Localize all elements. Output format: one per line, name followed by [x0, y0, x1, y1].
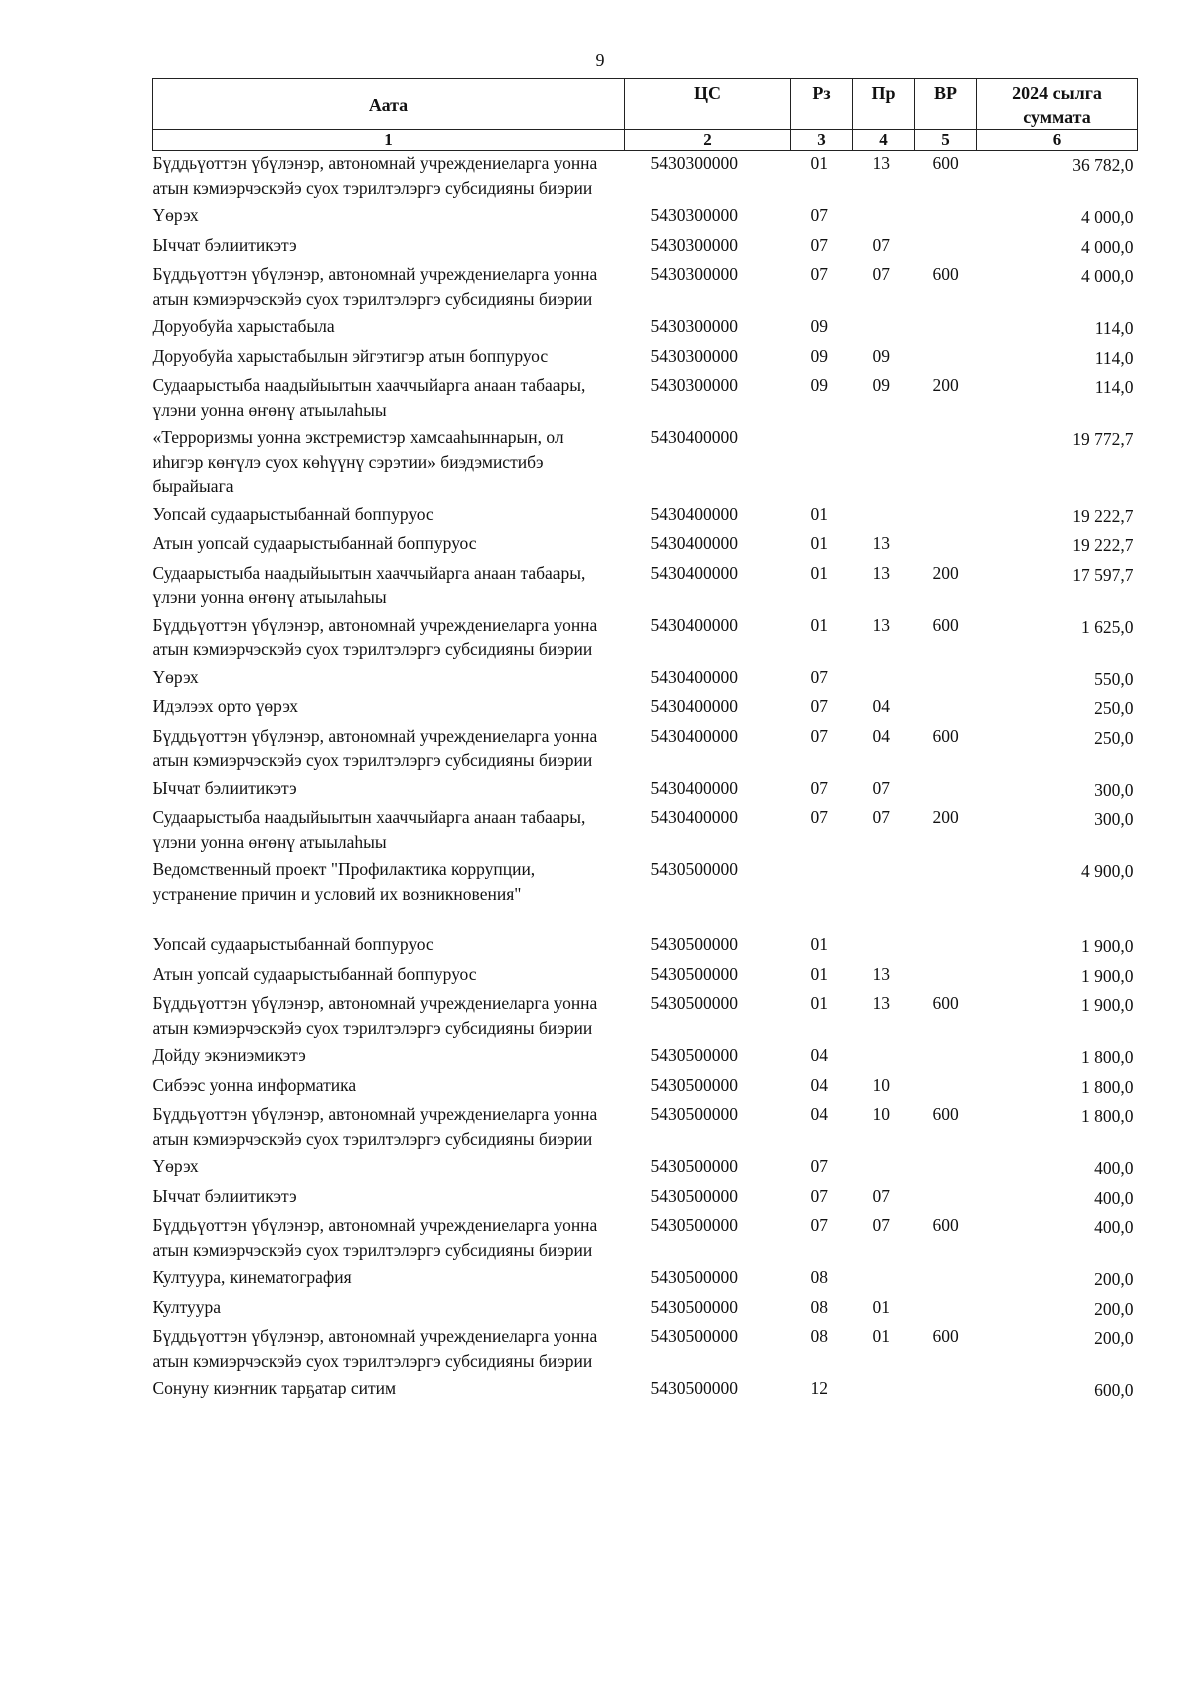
- row-name: Доруобуйа харыстабылын эйгэтигэр атын боппуруос: [152, 345, 549, 366]
- row-name: Үөрэх: [152, 205, 199, 225]
- row-name: Атын уопсай судаарыстыбаннай боппуруос: [152, 963, 477, 984]
- row-vr: [915, 1265, 977, 1295]
- row-cs-code: 5430300000: [650, 234, 738, 255]
- row-name: Атын уопсай судаарыстыбаннай боппуруос: [152, 533, 477, 553]
- table-row: [153, 151, 1138, 204]
- table-body: [153, 151, 1138, 1406]
- row-amount: 19 222,7: [1072, 505, 1134, 526]
- row-name: Ыччат бэлиитикэтэ: [152, 234, 297, 255]
- row-amount: 4 000,0: [1081, 236, 1134, 257]
- row-pr: 13: [872, 562, 890, 583]
- row-cs-code: 5430400000: [650, 666, 738, 687]
- row-pr: 07: [872, 264, 890, 284]
- row-cs-code: 5430500000: [650, 1045, 738, 1065]
- row-vr: [915, 344, 977, 374]
- row-cs-code: 5430400000: [650, 503, 738, 524]
- row-rz: 01: [810, 963, 828, 984]
- row-rz: 07: [810, 777, 828, 798]
- row-cs-code: 5430400000: [650, 562, 738, 583]
- row-amount: 114,0: [1094, 318, 1134, 338]
- row-rz: [791, 425, 853, 502]
- row-pr: 13: [872, 963, 890, 984]
- row-vr: [915, 932, 977, 962]
- row-rz: 04: [810, 1045, 828, 1065]
- row-cs-code: 5430400000: [650, 807, 738, 827]
- row-cs-code: 5430400000: [650, 777, 738, 798]
- row-pr: [853, 203, 915, 233]
- row-amount: 200,0: [1094, 1298, 1134, 1319]
- header-num-4: 4: [853, 130, 915, 151]
- row-rz: 01: [810, 562, 828, 583]
- table-row: [153, 776, 1138, 806]
- row-vr: [915, 1043, 977, 1073]
- row-name: Уопсай судаарыстыбаннай боппуруос: [152, 503, 434, 524]
- row-rz: 01: [810, 533, 828, 553]
- header-num-5: 5: [915, 130, 977, 151]
- row-rz: 07: [810, 205, 828, 225]
- row-pr: 10: [872, 1074, 890, 1095]
- row-amount: 400,0: [1094, 1187, 1134, 1208]
- header-numbers-row: [153, 130, 1138, 151]
- row-pr: [853, 314, 915, 344]
- table-row: [153, 502, 1138, 532]
- row-vr: [915, 1154, 977, 1184]
- row-cs-code: 5430400000: [650, 427, 738, 447]
- row-vr: 600: [932, 1104, 959, 1124]
- row-amount: 1 900,0: [1081, 995, 1134, 1015]
- row-amount: 400,0: [1094, 1217, 1134, 1237]
- header-num-1: 1: [153, 130, 625, 151]
- row-rz: 08: [810, 1296, 828, 1317]
- row-rz: 07: [810, 1215, 828, 1235]
- row-amount: 114,0: [1094, 347, 1134, 368]
- row-rz: 09: [810, 375, 828, 395]
- row-cs-code: 5430500000: [650, 1215, 738, 1235]
- row-amount: 1 900,0: [1081, 936, 1134, 956]
- row-amount: 600,0: [1094, 1380, 1134, 1400]
- row-pr: 04: [872, 696, 890, 716]
- row-name: Бүддьүоттэн үбүлэнэр, автономнай учреждениеларга уонна атын кэмиэрчэскэйэ суох тэрилтэлэргэ субсидияны биэрии: [152, 725, 598, 770]
- table-row: [153, 531, 1138, 561]
- row-vr: 200: [932, 562, 959, 583]
- row-name: Ыччат бэлиитикэтэ: [152, 1185, 297, 1206]
- row-cs-code: 5430500000: [650, 1104, 738, 1124]
- row-rz: 04: [810, 1104, 828, 1124]
- row-amount: 1 625,0: [1081, 616, 1134, 637]
- row-name: Судаарыстыба наадыйыытын хааччыйарга анаан табаары, үлэни уонна өҥөнү атыылаһыы: [152, 375, 586, 420]
- table-row: [153, 694, 1138, 724]
- table-row: [153, 962, 1138, 992]
- row-cs-code: 5430300000: [650, 316, 738, 336]
- table-row: [153, 1073, 1138, 1103]
- row-vr: [915, 857, 977, 932]
- row-name: Үөрэх: [152, 666, 199, 687]
- table-row: [153, 724, 1138, 776]
- row-name: Бүддьүоттэн үбүлэнэр, автономнай учреждениеларга уонна атын кэмиэрчэскэйэ суох тэрилтэлэргэ субсидияны биэрии: [152, 153, 598, 198]
- row-vr: 600: [932, 614, 959, 635]
- table-row: [153, 1043, 1138, 1073]
- row-amount: 300,0: [1094, 809, 1134, 829]
- row-amount: 19 222,7: [1072, 535, 1134, 555]
- row-vr: [915, 962, 977, 992]
- row-cs-code: 5430500000: [650, 993, 738, 1013]
- table-row: [153, 373, 1138, 425]
- row-pr: 07: [872, 777, 890, 798]
- table-row: [153, 233, 1138, 263]
- row-vr: 600: [932, 153, 959, 173]
- table-row: [153, 1184, 1138, 1214]
- row-name: Үөрэх: [152, 1156, 199, 1176]
- row-amount: 400,0: [1094, 1158, 1134, 1178]
- row-vr: [915, 203, 977, 233]
- row-cs-code: 5430300000: [650, 205, 738, 225]
- table-row: [153, 203, 1138, 233]
- row-pr: 13: [872, 993, 890, 1013]
- header-num-3: 3: [791, 130, 853, 151]
- row-vr: 600: [932, 1326, 959, 1346]
- row-name: Доруобуйа харыстабыла: [152, 316, 335, 336]
- row-amount: 200,0: [1094, 1269, 1134, 1289]
- row-cs-code: 5430500000: [650, 1267, 738, 1287]
- row-cs-code: 5430500000: [650, 859, 738, 879]
- table-row: [153, 991, 1138, 1043]
- row-amount: 200,0: [1094, 1328, 1134, 1348]
- row-vr: 600: [932, 264, 959, 284]
- row-cs-code: 5430400000: [650, 696, 738, 716]
- row-name: Идэлээх орто үөрэх: [152, 696, 298, 716]
- row-name: Култуура, кинематография: [152, 1267, 352, 1287]
- row-vr: [915, 233, 977, 263]
- row-name: Ведомственный проект "Профилактика коррупции, устранение причин и условий их возникновения": [152, 859, 536, 904]
- row-rz: 07: [810, 264, 828, 284]
- budget-table: [152, 78, 1138, 1406]
- row-amount: 1 900,0: [1081, 965, 1134, 986]
- header-cs: ЦС: [625, 79, 791, 130]
- header-vr: ВР: [915, 79, 977, 130]
- row-cs-code: 5430300000: [650, 153, 738, 173]
- row-amount: 1 800,0: [1081, 1106, 1134, 1126]
- row-name: Бүддьүоттэн үбүлэнэр, автономнай учреждениеларга уонна атын кэмиэрчэскэйэ суох тэрилтэлэргэ субсидияны биэрии: [152, 1104, 598, 1149]
- row-name: Бүддьүоттэн үбүлэнэр, автономнай учреждениеларга уонна атын кэмиэрчэскэйэ суох тэрилтэлэргэ субсидияны биэрии: [152, 1215, 598, 1260]
- table-row: [153, 613, 1138, 665]
- row-pr: 09: [872, 345, 890, 366]
- table-row: [153, 344, 1138, 374]
- row-pr: [853, 857, 915, 932]
- row-pr: 10: [872, 1104, 890, 1124]
- row-amount: 4 900,0: [1081, 861, 1134, 881]
- row-name: Дойду экэниэмикэтэ: [152, 1045, 306, 1065]
- row-cs-code: 5430500000: [650, 934, 738, 954]
- row-amount: 19 772,7: [1072, 429, 1134, 449]
- row-pr: [853, 502, 915, 532]
- row-rz: 07: [810, 1185, 828, 1206]
- header-num-6: 6: [977, 130, 1138, 151]
- row-rz: 08: [810, 1326, 828, 1346]
- table-row: [153, 805, 1138, 857]
- row-rz: 01: [810, 153, 828, 173]
- row-vr: [915, 502, 977, 532]
- row-vr: [915, 694, 977, 724]
- row-vr: 600: [932, 993, 959, 1013]
- row-rz: 12: [810, 1378, 828, 1398]
- page-number: 9: [595, 50, 605, 70]
- row-name: Бүддьүоттэн үбүлэнэр, автономнай учреждениеларга уонна атын кэмиэрчэскэйэ суох тэрилтэлэргэ субсидияны биэрии: [152, 1326, 598, 1371]
- row-cs-code: 5430400000: [650, 614, 738, 635]
- row-cs-code: 5430300000: [650, 264, 738, 284]
- row-amount: 1 800,0: [1081, 1047, 1134, 1067]
- table-row: [153, 1102, 1138, 1154]
- row-rz: 07: [810, 807, 828, 827]
- row-cs-code: 5430400000: [650, 725, 738, 746]
- header-rz: Рз: [791, 79, 853, 130]
- header-num-2: 2: [625, 130, 791, 151]
- row-vr: [915, 1295, 977, 1325]
- header-pr: Пр: [853, 79, 915, 130]
- row-name: Судаарыстыба наадыйыытын хааччыйарга анаан табаары, үлэни уонна өҥөнү атыылаһыы: [152, 562, 586, 607]
- row-amount: 4 000,0: [1081, 266, 1134, 286]
- table-row: [153, 561, 1138, 613]
- row-vr: [915, 1073, 977, 1103]
- row-vr: [915, 314, 977, 344]
- row-amount: 300,0: [1094, 779, 1134, 800]
- row-cs-code: 5430300000: [650, 375, 738, 395]
- row-cs-code: 5430500000: [650, 1326, 738, 1346]
- table-row: [153, 932, 1138, 962]
- table-row: [153, 1213, 1138, 1265]
- row-cs-code: 5430500000: [650, 1296, 738, 1317]
- table-row: [153, 425, 1138, 502]
- row-name: Судаарыстыба наадыйыытын хааччыйарга анаан табаары, үлэни уонна өҥөнү атыылаһыы: [152, 807, 586, 852]
- header-amount: 2024 сылга суммата: [977, 79, 1138, 130]
- row-rz: 07: [810, 725, 828, 746]
- row-rz: 07: [810, 666, 828, 687]
- row-amount: 17 597,7: [1072, 564, 1134, 585]
- row-cs-code: 5430300000: [650, 345, 738, 366]
- row-amount: 250,0: [1094, 698, 1134, 718]
- table-row: [153, 1154, 1138, 1184]
- row-vr: [915, 1376, 977, 1406]
- row-rz: 01: [810, 503, 828, 524]
- table-row: [153, 857, 1138, 932]
- row-name: Бүддьүоттэн үбүлэнэр, автономнай учреждениеларга уонна атын кэмиэрчэскэйэ суох тэрилтэлэргэ субсидияны биэрии: [152, 614, 598, 659]
- row-vr: [915, 1184, 977, 1214]
- table-row: [153, 1295, 1138, 1325]
- row-amount: 36 782,0: [1072, 155, 1134, 175]
- row-pr: 13: [872, 153, 890, 173]
- table-row: [153, 1265, 1138, 1295]
- row-pr: [853, 425, 915, 502]
- row-pr: 09: [872, 375, 890, 395]
- row-pr: 07: [872, 807, 890, 827]
- row-cs-code: 5430500000: [650, 963, 738, 984]
- row-pr: [853, 1265, 915, 1295]
- row-vr: [915, 425, 977, 502]
- row-vr: [915, 665, 977, 695]
- row-pr: [853, 665, 915, 695]
- row-pr: [853, 932, 915, 962]
- row-rz: 07: [810, 696, 828, 716]
- row-vr: 600: [932, 725, 959, 746]
- row-rz: 07: [810, 1156, 828, 1176]
- table-row: [153, 314, 1138, 344]
- row-rz: 04: [810, 1074, 828, 1095]
- row-vr: [915, 531, 977, 561]
- row-rz: 08: [810, 1267, 828, 1287]
- row-vr: [915, 776, 977, 806]
- row-amount: 114,0: [1094, 377, 1134, 397]
- row-cs-code: 5430500000: [650, 1185, 738, 1206]
- row-rz: 09: [810, 345, 828, 366]
- row-pr: 13: [872, 614, 890, 635]
- header-row: [153, 79, 1138, 130]
- row-name: Сибээс уонна информатика: [152, 1074, 357, 1095]
- row-vr: 600: [932, 1215, 959, 1235]
- row-pr: 07: [872, 1215, 890, 1235]
- row-amount: 1 800,0: [1081, 1076, 1134, 1097]
- row-rz: 09: [810, 316, 828, 336]
- row-amount: 550,0: [1094, 668, 1134, 689]
- row-name: Култуура: [152, 1296, 222, 1317]
- row-pr: 07: [872, 1185, 890, 1206]
- row-name: Бүддьүоттэн үбүлэнэр, автономнай учреждениеларга уонна атын кэмиэрчэскэйэ суох тэрилтэлэргэ субсидияны биэрии: [152, 264, 598, 309]
- row-pr: 04: [872, 725, 890, 746]
- row-pr: 01: [872, 1296, 890, 1317]
- row-rz: 01: [810, 993, 828, 1013]
- row-rz: 01: [810, 934, 828, 954]
- row-cs-code: 5430500000: [650, 1156, 738, 1176]
- row-name: Сонуну киэҥник тарҕатар ситим: [152, 1378, 397, 1398]
- row-name: Ыччат бэлиитикэтэ: [152, 777, 297, 798]
- row-pr: 01: [872, 1326, 890, 1346]
- table-row: [153, 1324, 1138, 1376]
- row-cs-code: 5430500000: [650, 1378, 738, 1398]
- row-amount: 250,0: [1094, 727, 1134, 748]
- table-row: [153, 1376, 1138, 1406]
- row-vr: 200: [932, 375, 959, 395]
- row-pr: 07: [872, 234, 890, 255]
- row-name: «Терроризмы уонна экстремистэр хамсааһыннарын, ол иһигэр көҥүлэ суох көһүүнү сэрэтии» биэдэмистибэ бырайыага: [152, 427, 564, 496]
- row-pr: 13: [872, 533, 890, 553]
- header-name: Аата: [153, 79, 625, 130]
- row-cs-code: 5430400000: [650, 533, 738, 553]
- row-pr: [853, 1376, 915, 1406]
- row-pr: [853, 1154, 915, 1184]
- row-rz: 01: [810, 614, 828, 635]
- table-row: [153, 665, 1138, 695]
- row-amount: 4 000,0: [1081, 207, 1134, 227]
- row-vr: 200: [932, 807, 959, 827]
- row-cs-code: 5430500000: [650, 1074, 738, 1095]
- row-rz: 07: [810, 234, 828, 255]
- row-name: Уопсай судаарыстыбаннай боппуруос: [152, 934, 434, 954]
- row-rz: [791, 857, 853, 932]
- table-row: [153, 262, 1138, 314]
- row-pr: [853, 1043, 915, 1073]
- row-name: Бүддьүоттэн үбүлэнэр, автономнай учреждениеларга уонна атын кэмиэрчэскэйэ суох тэрилтэлэргэ субсидияны биэрии: [152, 993, 598, 1038]
